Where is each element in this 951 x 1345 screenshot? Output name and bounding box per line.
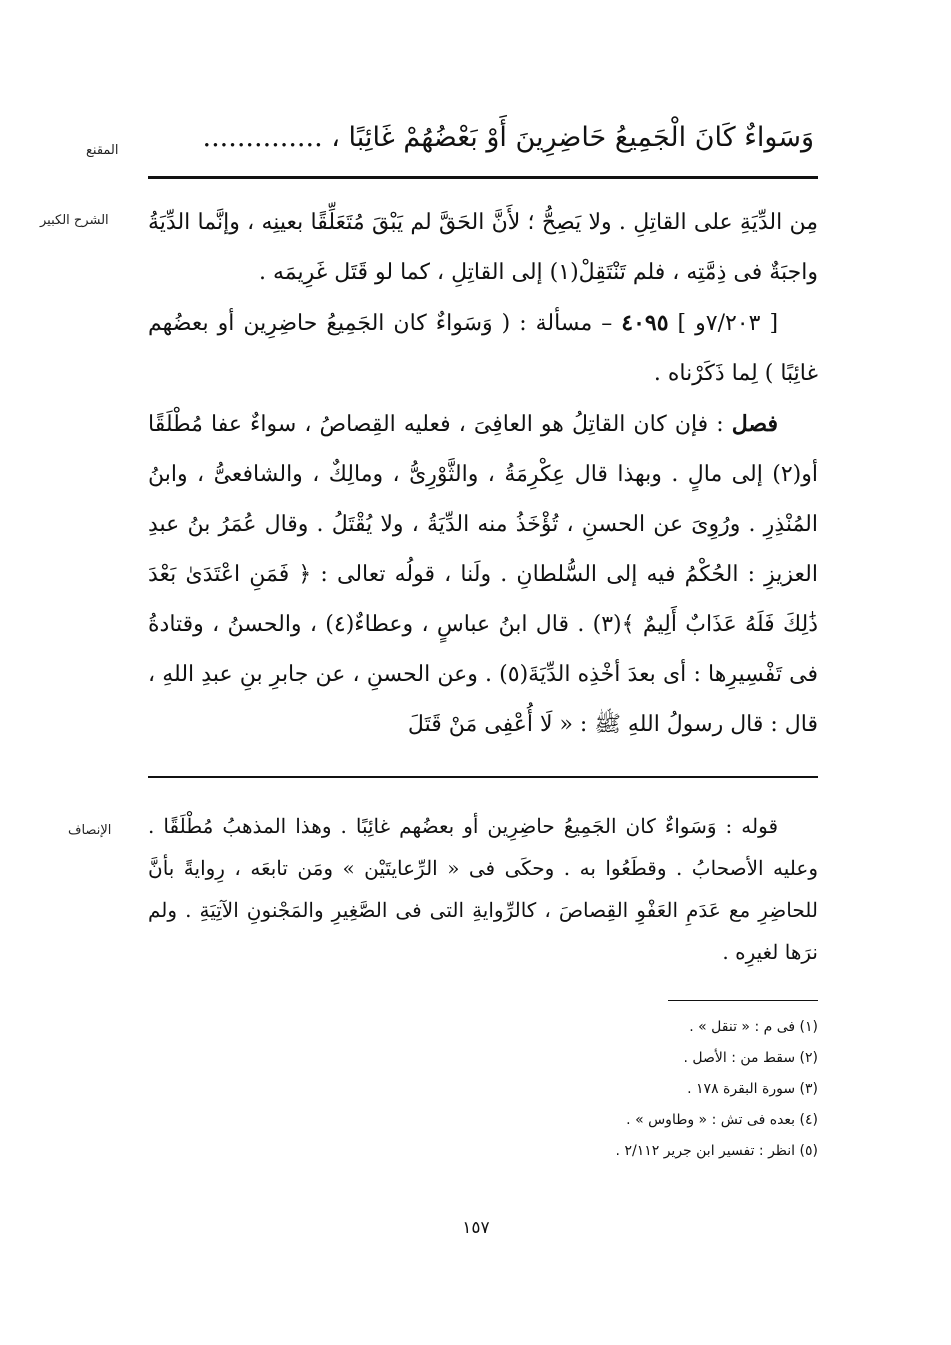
- fasl-text: : فإن كان القاتِلُ هو العافِىَ ، فعليه القِصاصُ ، سواءٌ عفا مُطْلَقًا أو(٢) إلى مالٍ . وبهذا قال عِكْرِمَةُ ، والثَّوْرِىُّ ، ومالِكٌ ، والشافعىُّ ، وابنُ المُنْذِرِ . ورُوِىَ عن الحسنِ ، تُؤْخَذُ منه الدِّيَةُ ، ولا يُقْتَلُ . وقال عُمَرُ بنُ عبدِ العزيزِ : الحُكْمُ فيه إلى السُّلطانِ . ولَنا ، قولُه تعالى : ﴿ فَمَنِ اعْتَدَىٰ بَعْدَ ذَٰلِكَ فَلَهُ عَذَابٌ أَلِيمٌ ﴾(٣) . قال ابنُ عباسٍ ، وعطاءٌ(٤) ، والحسنُ ، وقتادةُ فى تَفْسِيرِها : أى بعدَ أخْذِه الدِّيَةَ(٥) . وعن الحسنِ ، عن جابرِ بنِ عبدِ اللهِ ، قال : قال رسولُ اللهِ ﷺ : « لَا أُعْفِى مَنْ قَتَلَ: [148, 412, 819, 737]
- sharh-body: [148, 198, 818, 750]
- issue-number: ٤٠٩٥: [621, 310, 669, 336]
- page-number: ١٥٧: [462, 1218, 490, 1238]
- issue-ref: [ ٧/٢٠٣و ]: [677, 311, 779, 336]
- insaf-paragraph: قوله : وَسَواءٌ كان الجَمِيعُ حاضِرِين أو بعضُهم غائِبًا . وهذا المذهبُ مُطْلَقًا . وعليه الأصحابُ . وقطَعُوا به . وحكَى فى « الرِّعايتَيْن » ومَن تابعَه ، رِوايةً بأنَّ للحاضِرِ مع عَدَمِ العَفْوِ القِصاصَ ، كالرِّوايةِ التى فى الصَّغِيرِ والمَجْنونِ الآتِيَةِ . ولم نرَها لغيرِه .: [148, 814, 818, 964]
- issue-paragraph: [148, 298, 818, 399]
- middle-rule: [148, 776, 818, 778]
- insaf-body: [148, 805, 818, 973]
- section-label-muqni: المقنع: [86, 143, 119, 158]
- footnote: (٣) سورة البقرة ١٧٨ .: [687, 1081, 818, 1097]
- footnote-rule: [668, 1000, 818, 1001]
- footnote: (٢) سقط من : الأصل .: [683, 1050, 818, 1066]
- footnote: (٥) انظر : تفسير ابن جرير ٢/١١٢ .: [615, 1143, 818, 1159]
- footnotes: [418, 1012, 818, 1167]
- footnote: (١) فى م : « تنقل » .: [689, 1019, 818, 1035]
- fasl-paragraph: [148, 399, 818, 750]
- section-label-insaf: الإنصاف: [68, 823, 112, 838]
- sharh-paragraph: مِن الدِّيَةِ على القاتِلِ . ولا يَصِحُّ ؛ لأَنَّ الحَقَّ لم يَبْقَ مُتَعَلِّقًا بعينِه ، وإنَّما الدِّيَةُ واجبَةٌ فى ذِمَّتِه ، فلم تَنْتَقِلْ(١) إلى القاتِلِ ، كما لو قَتَل غَرِيمَه .: [148, 210, 818, 285]
- issue-text: – مسألة : ( وَسَواءٌ كان الجَمِيعُ حاضِرِين أو بعضُهم غائِبًا ) لِما ذَكَرْناه .: [148, 311, 818, 386]
- matn-headline: وَسَواءٌ كَانَ الْجَمِيعُ حَاضِرِينَ أَوْ بَعْضُهُمْ غَائِبًا ، ..............: [202, 122, 814, 153]
- footnote: (٤) بعده فى تش : « وطاوس » .: [626, 1112, 818, 1128]
- section-label-sharh: الشرح الكبير: [40, 213, 109, 228]
- header-rule: [148, 176, 818, 179]
- fasl-label: فصل: [731, 411, 778, 437]
